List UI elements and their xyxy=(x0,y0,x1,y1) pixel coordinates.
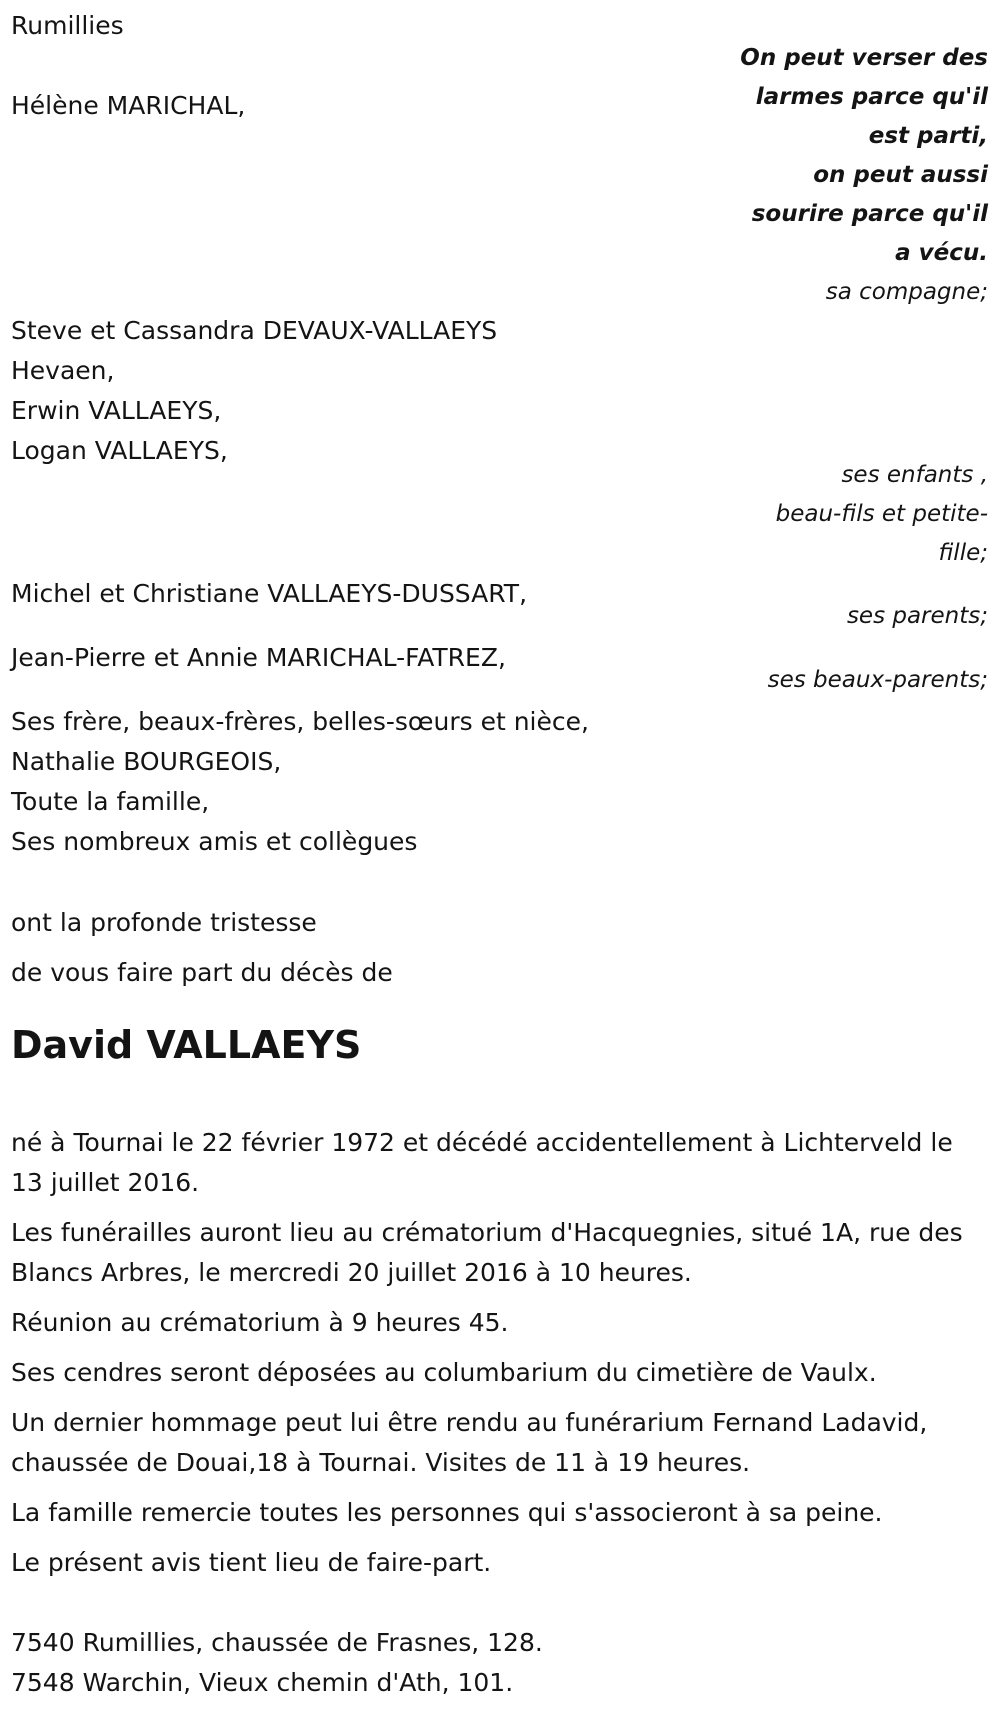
thanks-text: La famille remercie toutes les personnes qui s'associeront à sa peine. xyxy=(11,1498,883,1527)
notice-text: Le présent avis tient lieu de faire-part. xyxy=(11,1548,492,1577)
announcement-line: ont la profonde tristesse xyxy=(11,908,317,937)
meeting-text: Réunion au crématorium à 9 heures 45. xyxy=(11,1308,509,1337)
poem-line: a vécu. xyxy=(895,240,988,266)
family-line: Ses nombreux amis et collègues xyxy=(11,827,418,856)
poem-line: on peut aussi xyxy=(813,162,988,188)
parents-role: ses parents; xyxy=(846,603,988,629)
poem-line: sourire parce qu'il xyxy=(751,201,988,227)
in-laws-name: Jean-Pierre et Annie MARICHAL-FATREZ, xyxy=(11,643,506,672)
child-name: Hevaen, xyxy=(11,356,115,385)
child-name: Logan VALLAEYS, xyxy=(11,436,228,465)
deceased-name: David VALLAEYS xyxy=(11,1023,362,1067)
family-line: Nathalie BOURGEOIS, xyxy=(11,747,282,776)
companion-name: Hélène MARICHAL, xyxy=(11,91,246,120)
poem-quote xyxy=(740,39,988,273)
locality: Rumillies xyxy=(11,11,124,40)
poem-line: est parti, xyxy=(868,123,988,149)
children-role-line: fille; xyxy=(938,540,988,566)
companion-role: sa compagne; xyxy=(825,279,988,305)
address-line: 7548 Warchin, Vieux chemin d'Ath, 101. xyxy=(11,1668,514,1697)
poem-line: On peut verser des xyxy=(740,45,988,71)
address-line: 7540 Rumillies, chaussée de Frasnes, 128. xyxy=(11,1628,543,1657)
parents-name: Michel et Christiane VALLAEYS-DUSSART, xyxy=(11,579,528,608)
children-role-line: beau-fils et petite- xyxy=(775,501,988,527)
ashes-text: Ses cendres seront déposées au columbarium du cimetière de Vaulx. xyxy=(11,1358,877,1387)
funeral-text: Les funérailles auront lieu au crématorium d'Hacquegnies, situé 1A, rue des Blancs Arbres, le mercredi 20 juillet 2016 à 10 heures. xyxy=(11,1218,963,1287)
child-name: Erwin VALLAEYS, xyxy=(11,396,222,425)
birth-death-text: né à Tournai le 22 février 1972 et décédé accidentellement à Lichterveld le 13 juillet 2016. xyxy=(11,1128,953,1197)
tribute-text: Un dernier hommage peut lui être rendu au funérarium Fernand Ladavid, chaussée de Douai,18 à Tournai. Visites de 11 à 19 heures. xyxy=(11,1408,928,1477)
family-line: Toute la famille, xyxy=(11,787,210,816)
family-line: Ses frère, beaux-frères, belles-sœurs et nièce, xyxy=(11,707,589,736)
poem-line: larmes parce qu'il xyxy=(755,84,988,110)
children-role-line: ses enfants , xyxy=(841,462,988,488)
announcement-line: de vous faire part du décès de xyxy=(11,958,393,987)
in-laws-role: ses beaux-parents; xyxy=(767,667,988,693)
child-name: Steve et Cassandra DEVAUX-VALLAEYS xyxy=(11,316,498,345)
